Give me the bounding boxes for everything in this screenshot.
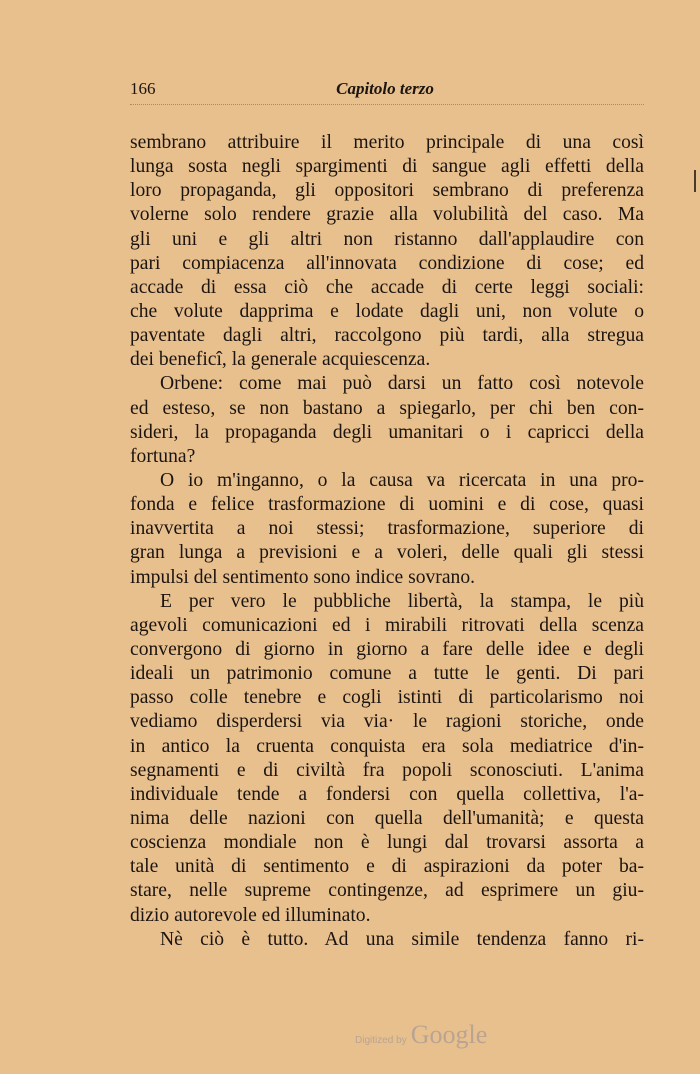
text-line: in antico la cruenta conquista era sola mediatrice d'in- — [130, 735, 644, 757]
text-line: paventate dagli altri, raccolgono più tardi, alla stregua — [130, 325, 644, 347]
text-line: lunga sosta negli spargimenti di sangue agli effetti della — [130, 156, 644, 178]
text-line: pari compiacenza all'innovata condizione di cose; ed — [130, 252, 644, 274]
text-line: fortuna? — [130, 445, 196, 467]
text-line: che volute dapprima e lodate dagli uni, non volute o — [130, 300, 644, 322]
text-line: loro propaganda, gli oppositori sembrano di preferenza — [130, 180, 644, 202]
body-text — [130, 131, 644, 952]
text-line: inavvertita a noi stessi; trasformazione, superiore di — [130, 518, 644, 540]
text-line: segnamenti e di civiltà fra popoli sconosciuti. L'anima — [130, 759, 644, 781]
text-line: convergono di giorno in giorno a fare delle idee e degli — [130, 638, 644, 660]
text-line: vediamo disperdersi via via· le ragioni storiche, onde — [130, 711, 644, 733]
text-line: passo colle tenebre e cogli istinti di particolarismo noi — [130, 687, 644, 709]
page-number: 166 — [130, 79, 156, 98]
text-line: sideri, la propaganda degli umanitari o i capricci della — [130, 421, 644, 443]
text-line: ed esteso, se non bastano a spiegarlo, per chi ben con- — [130, 397, 644, 419]
text-line: dizio autorevole ed illuminato. — [130, 904, 371, 926]
text-line: Nè ciò è tutto. Ad una simile tendenza fanno ri- — [160, 928, 644, 950]
watermark-brand: Google — [410, 1020, 488, 1049]
text-line: O io m'inganno, o la causa va ricercata in una pro- — [160, 469, 644, 491]
text-line: individuale tende a fondersi con quella collettiva, l'a- — [130, 783, 644, 805]
digitized-watermark — [355, 1020, 487, 1050]
watermark-prefix: Digitized by — [355, 1035, 407, 1046]
text-line: fonda e felice trasformazione di uomini e di cose, quasi — [130, 494, 644, 516]
text-line: volerne solo rendere grazie alla volubilità del caso. Ma — [130, 204, 644, 226]
text-line: agevoli comunicazioni ed i mirabili ritrovati della scenza — [130, 614, 644, 636]
running-title: Capitolo terzo — [336, 79, 434, 98]
text-line: ideali un patrimonio comune a tutte le genti. Di pari — [130, 663, 644, 685]
text-line: accade di essa ciò che accade di certe leggi sociali: — [130, 276, 644, 298]
text-line: sembrano attribuire il merito principale di una così — [130, 132, 644, 153]
text-line: Orbene: come mai può darsi un fatto così notevole — [160, 373, 644, 395]
text-line: impulsi del sentimento sono indice sovrano. — [130, 566, 476, 588]
header-rule — [130, 104, 644, 106]
text-line: nima delle nazioni con quella dell'umanità; e questa — [130, 807, 644, 829]
text-line: coscienza mondiale non è lungi dal trovarsi assorta a — [130, 832, 644, 854]
text-line: E per vero le pubbliche libertà, la stampa, le più — [160, 590, 644, 612]
text-line: stare, nelle supreme contingenze, ad esprimere un giu- — [130, 880, 644, 902]
scan-edge-mark — [694, 170, 696, 192]
text-line: tale unità di sentimento e di aspirazioni da poter ba- — [130, 856, 644, 878]
text-line: gran lunga a previsioni e a voleri, delle quali gli stessi — [130, 542, 644, 564]
text-line: dei beneficî, la generale acquiescenza. — [130, 349, 431, 371]
text-line: gli uni e gli altri non ristanno dall'applaudire con — [130, 228, 644, 250]
